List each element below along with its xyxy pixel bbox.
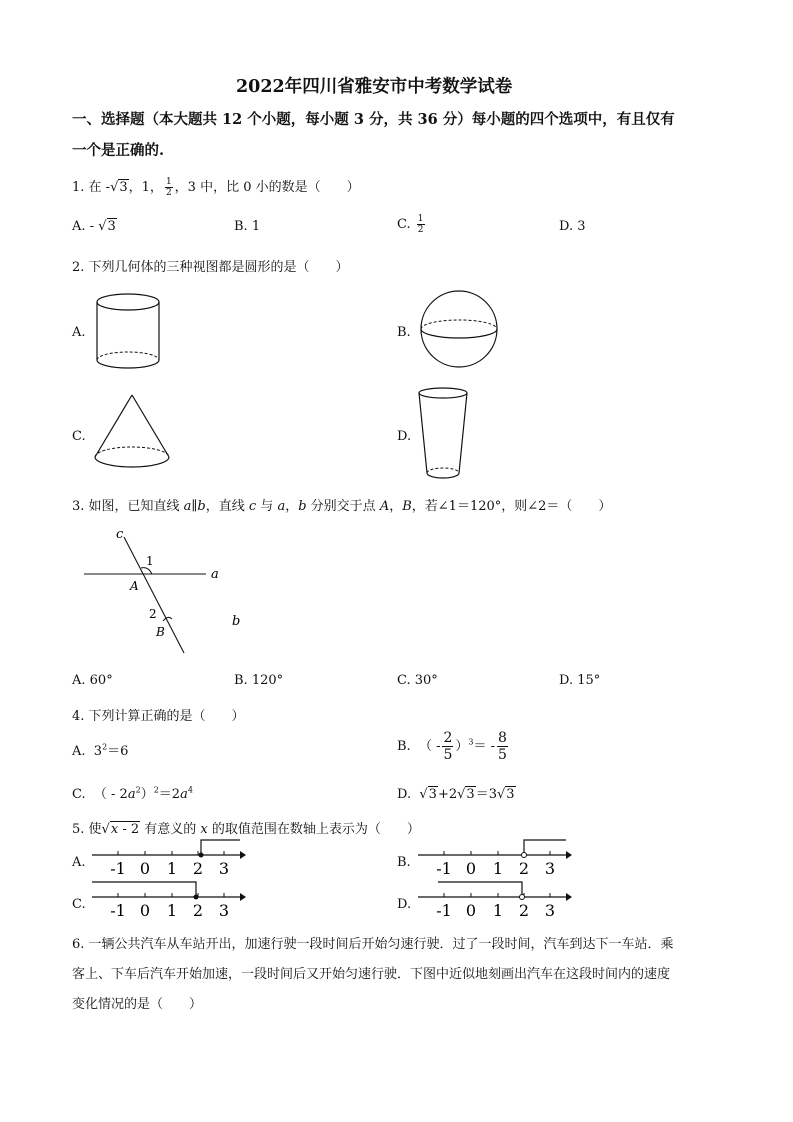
q3-option-c[interactable]: C. 30° [397, 673, 438, 688]
number-line-tick-label: -1 [110, 859, 126, 878]
q2-option-c[interactable]: C. [72, 429, 86, 444]
q1-number: 1. [72, 180, 85, 195]
q4-option-b[interactable]: B. （ - $\frac{2}{5}$ ）$^3$＝ - $\frac{8}{5}$ [397, 730, 507, 763]
q1-option-a[interactable]: A. - √3 [72, 219, 116, 234]
number-line-tick-label: -1 [110, 901, 126, 920]
q2-option-d[interactable]: D. [397, 429, 412, 444]
q3-option-a[interactable]: A. 60° [72, 673, 113, 688]
fig-label-2: 2 [149, 607, 157, 621]
number-line-tick-label: 1 [492, 859, 504, 878]
fig-label-c: c [116, 527, 124, 542]
q2-option-b[interactable]: B. [397, 325, 411, 340]
number-line-tick-label: 2 [192, 901, 204, 920]
q3-option-b[interactable]: B. 120° [234, 673, 284, 688]
question-3: 3. 如图，已知直线 a∥b，直线 c 与 a，b 分别交于点 A，B，若∠1＝120°，则∠2＝（ ） [72, 499, 612, 514]
question-5: 5. 使√x - 2 有意义的 x 的取值范围在数轴上表示为（ ） [72, 822, 420, 837]
q1-text-b: ，1， [128, 180, 163, 195]
q1-fraction: $\frac{1}{2}$ [165, 177, 172, 198]
q5-option-c-label[interactable]: C. [72, 897, 86, 912]
section-heading-line1: 一、选择题（本大题共 12 个小题，每小题 3 分，共 36 分）每小题的四个选项中，有且仅有 [72, 111, 675, 128]
number-line-b[interactable] [414, 838, 574, 878]
q4-option-d[interactable]: D. √3+2√3＝3√3 [397, 787, 515, 802]
number-line-tick-label: 2 [518, 859, 530, 878]
fig-label-B: B [156, 625, 165, 639]
q1-radicand: 3 [119, 180, 128, 195]
question-6-line1: 6. 一辆公共汽车从车站开出，加速行驶一段时间后开始匀速行驶．过了一段时间，汽车到达下一车站．乘 [72, 937, 674, 952]
question-2: 2. 下列几何体的三种视图都是圆形的是（ ） [72, 260, 349, 275]
fig-label-A: A [130, 579, 139, 593]
q1-option-c[interactable]: C. $\frac{1}{2}$ [397, 214, 424, 235]
number-line-tick-label: 0 [465, 901, 477, 920]
q4-option-a[interactable]: A. $3^2=6$ [72, 742, 129, 759]
section-heading-line2: 一个是正确的. [72, 142, 165, 159]
number-line-a[interactable] [88, 838, 248, 878]
number-line-tick-label: 3 [544, 901, 556, 920]
number-line-tick-label: 1 [166, 901, 178, 920]
q1-option-d[interactable]: D. 3 [559, 219, 586, 234]
q5-option-a-label[interactable]: A. [72, 855, 86, 870]
number-line-tick-label: 1 [166, 859, 178, 878]
fig-label-b: b [232, 614, 241, 629]
q1-text-c: ，3 中，比 0 小的数是（ ） [174, 180, 360, 195]
number-line-tick-label: 0 [465, 859, 477, 878]
number-line-tick-label: 1 [492, 901, 504, 920]
q4-option-c[interactable]: C. （ - $2a^2)^2=2a^4$ [72, 785, 193, 802]
q5-option-b-label[interactable]: B. [397, 855, 411, 870]
question-4: 4. 下列计算正确的是（ ） [72, 709, 245, 724]
question-6-line2: 客上、下车后汽车开始加速，一段时间后又开始匀速行驶．下图中近似地刻画出汽车在这段时间内的速度 [72, 967, 671, 982]
parallel-lines-figure [80, 525, 260, 660]
fig-label-a: a [211, 567, 219, 582]
cup-figure [415, 385, 475, 485]
q1-option-b[interactable]: B. 1 [234, 219, 261, 234]
number-line-d[interactable] [414, 880, 574, 920]
fig-label-1: 1 [146, 554, 154, 568]
question-1: 1. 在 -√3，1， $\frac{1}{2}$ ，3 中，比 0 小的数是（ ） [72, 177, 360, 198]
question-6-line3: 变化情况的是（ ） [72, 997, 203, 1012]
number-line-tick-label: 0 [139, 859, 151, 878]
number-line-tick-label: 2 [192, 859, 204, 878]
cone-figure [90, 392, 175, 474]
q1-text-a: 在 - [88, 180, 111, 195]
number-line-c[interactable] [88, 880, 248, 920]
number-line-tick-label: 3 [218, 901, 230, 920]
q3-option-d[interactable]: D. 15° [559, 673, 601, 688]
number-line-tick-label: 2 [518, 901, 530, 920]
cylinder-figure [90, 290, 170, 375]
number-line-tick-label: 0 [139, 901, 151, 920]
page-title: 2022年四川省雅安市中考数学试卷 [236, 77, 513, 97]
sphere-figure [418, 290, 508, 370]
number-line-tick-label: -1 [436, 859, 452, 878]
q5-option-d-label[interactable]: D. [397, 897, 412, 912]
q2-option-a[interactable]: A. [72, 325, 86, 340]
number-line-tick-label: 3 [218, 859, 230, 878]
number-line-tick-label: -1 [436, 901, 452, 920]
number-line-tick-label: 3 [544, 859, 556, 878]
